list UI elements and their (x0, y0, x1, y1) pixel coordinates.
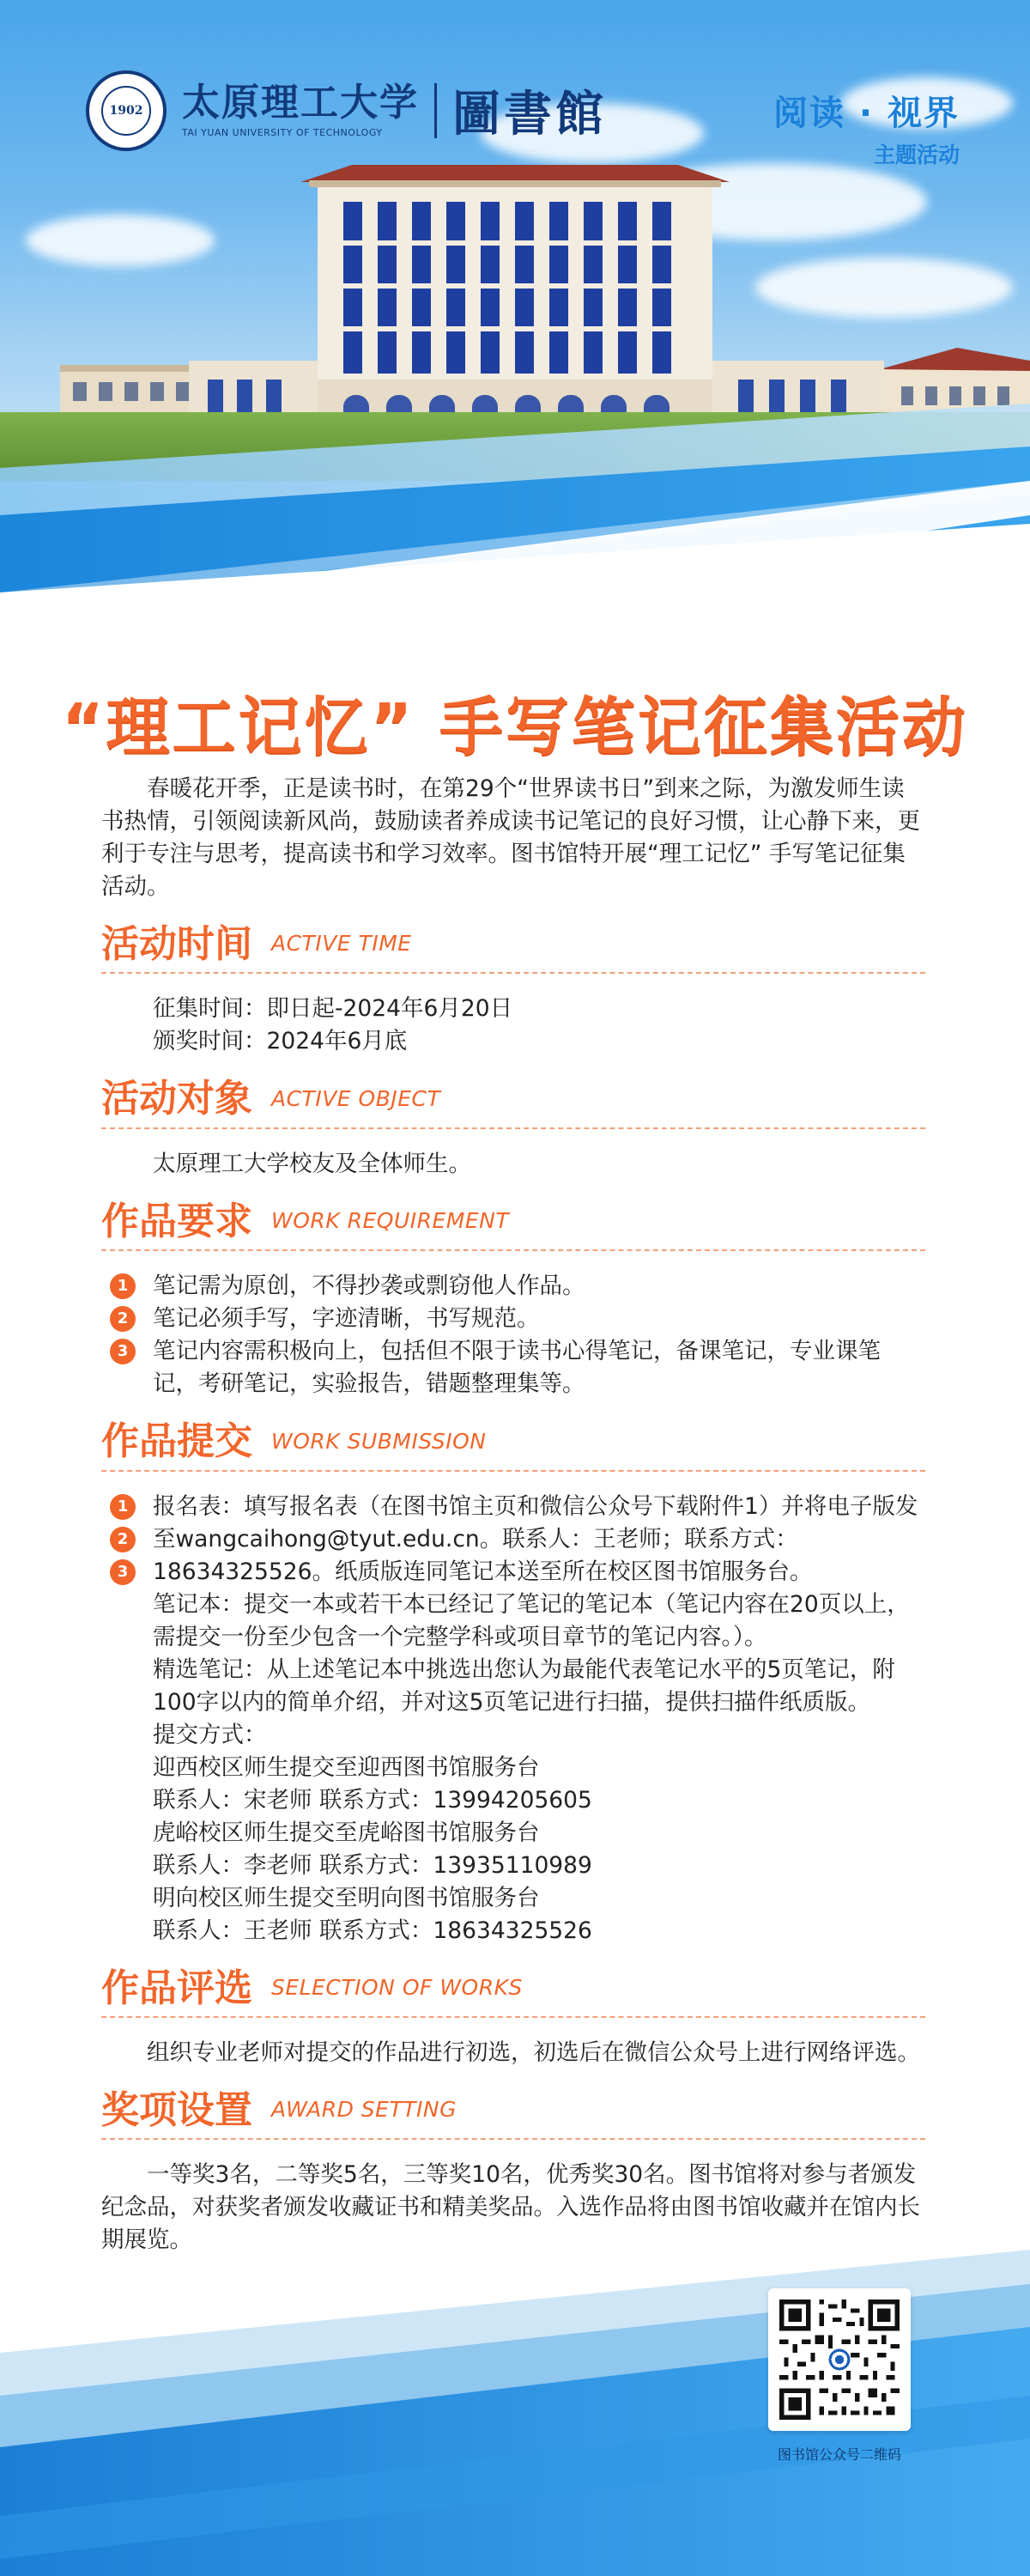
section-time-header (101, 924, 925, 974)
section-title: 活动时间 (101, 922, 252, 966)
number-badge: 1 (110, 1494, 136, 1520)
section-requirement-body (101, 1270, 925, 1400)
university-name-block (182, 80, 419, 138)
intro-paragraph: 春暖花开季，正是读书时，在第29个“世界读书日”到来之际，为激发师生读书热情，引领阅读新风尚，鼓励读者养成读书记笔记的良好习惯，让心静下来，更利于专注与思考，提高读书和学习效率。图书馆特开展“理工记忆” 手写笔记征集活动。 (101, 775, 920, 900)
library-name: 圖書館 (452, 86, 607, 143)
submission-line: 迎西校区师生提交至迎西图书馆服务台 (153, 1753, 540, 1781)
submission-line: 联系人：李老师 联系方式：13935110989 (153, 1851, 592, 1879)
section-submission-header (101, 1421, 925, 1471)
object-line: 太原理工大学校友及全体师生。 (153, 1150, 471, 1177)
qr-caption: 图书馆公众号二维码 (777, 2446, 901, 2463)
section-title: 奖项设置 (101, 2087, 252, 2132)
requirement-line: 笔记需为原创，不得抄袭或剽窃他人作品。 (153, 1273, 585, 1300)
number-badge: 2 (110, 1527, 136, 1552)
number-badge: 1 (110, 1273, 136, 1299)
number-badge: 2 (110, 1306, 136, 1332)
section-title-en: WORK SUBMISSION (271, 1428, 487, 1454)
number-badge: 3 (110, 1559, 136, 1585)
submission-line: 虎峪校区师生提交至虎峪图书馆服务台 (153, 1819, 540, 1846)
number-badges (110, 1494, 136, 1585)
page-title: “理工记忆” 手写笔记征集活动 (61, 690, 969, 764)
submission-line: 报名表：填写报名表（在图书馆主页和微信公众号下载附件1）并将电子版发至wangcaihong@tyut.edu.cn。联系人：王老师；联系方式：18634325526。纸质版连同笔记本送至所在校区图书馆服务台。 (153, 1492, 918, 1585)
section-title-en: ACTIVE TIME (271, 931, 412, 957)
award-text: 一等奖3名，二等奖5名，三等奖10名，优秀奖30名。图书馆将对参与者颁发纪念品，对获奖者颁发收藏证书和精美奖品。入选作品将由图书馆收藏并在馆内长期展览。 (101, 2161, 920, 2254)
theme-title: 阅读 · 视界 (772, 94, 960, 133)
content (101, 773, 925, 2257)
section-title: 作品提交 (101, 1419, 252, 1464)
section-object-body (101, 1148, 925, 1181)
section-time-body (101, 993, 925, 1058)
section-title-en: ACTIVE OBJECT (271, 1085, 441, 1111)
university-name-en: TAI YUAN UNIVERSITY OF TECHNOLOGY (182, 126, 383, 138)
logo-divider (434, 83, 437, 138)
theme-subtitle: 主题活动 (873, 143, 960, 167)
logo-bar (86, 72, 607, 149)
qr-code (768, 2288, 911, 2431)
submission-line: 联系人：宋老师 联系方式：13994205605 (153, 1786, 592, 1814)
section-selection-body (101, 2037, 925, 2069)
number-badge: 3 (110, 1339, 136, 1364)
time-line: 颁奖时间：2024年6月底 (153, 1028, 408, 1055)
section-award-header (101, 2087, 925, 2140)
section-title: 作品评选 (101, 1965, 252, 2010)
time-line: 征集时间：即日起-2024年6月20日 (153, 995, 513, 1023)
submission-line: 明向校区师生提交至明向图书馆服务台 (153, 1884, 540, 1911)
requirement-line: 笔记内容需积极向上，包括但不限于读书心得笔记，备课笔记，专业课笔记，考研笔记，实验报告，错题整理集等。 (153, 1338, 881, 1398)
hero-banner (0, 0, 1030, 653)
university-seal-icon (86, 70, 167, 151)
number-badges (110, 1273, 136, 1364)
selection-text: 组织专业老师对提交的作品进行初选，初选后在微信公众号上进行网络评选。 (147, 2038, 920, 2066)
section-title: 作品要求 (101, 1199, 252, 1243)
submission-line: 精选笔记：从上述笔记本中挑选出您认为最能代表笔记水平的5页笔记，附100字以内的简单介绍，并对这5页笔记进行扫描，提供扫描件纸质版。 (153, 1656, 895, 1716)
submission-line: 笔记本：提交一本或若干本已经记了笔记的笔记本（笔记内容在20页以上，需提交一份至少包含一个完整学科或项目章节的笔记内容。）。 (153, 1590, 910, 1650)
submission-line: 联系人：王老师 联系方式：18634325526 (153, 1917, 592, 1944)
theme-block (773, 86, 960, 169)
section-requirement-header (101, 1201, 925, 1251)
section-submission-body (101, 1491, 925, 1947)
seal-year: 1902 (101, 86, 151, 136)
section-object-header (101, 1078, 925, 1128)
section-title-en: WORK REQUIREMENT (271, 1208, 510, 1234)
qr-code-icon (775, 2295, 904, 2424)
requirement-line: 笔记必须手写，字迹清晰，书写规范。 (153, 1305, 540, 1333)
section-title: 活动对象 (101, 1077, 252, 1121)
submission-line: 提交方式： (153, 1721, 267, 1748)
section-selection-header (101, 1965, 925, 2018)
university-name: 太原理工大学 (182, 80, 419, 125)
section-title-en: AWARD SETTING (271, 2097, 457, 2123)
section-title-en: SELECTION OF WORKS (271, 1974, 523, 2000)
